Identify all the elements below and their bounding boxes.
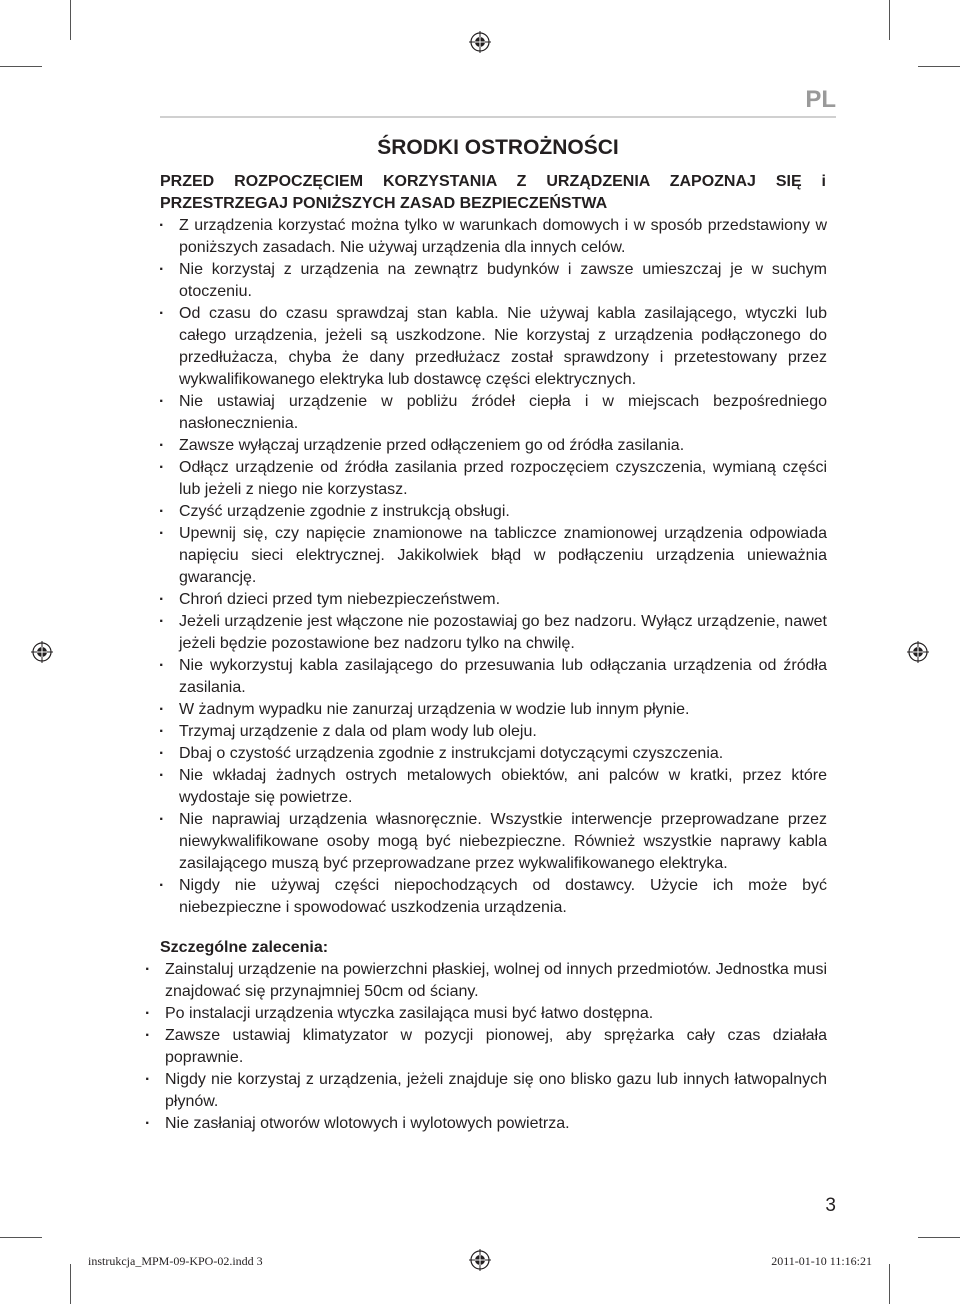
crop-mark-top-left-h bbox=[0, 66, 42, 67]
list-item: · Nigdy nie używaj części niepochodzących od dostawcy. Użycie ich może być niebezpieczne i spowodować uszkodzenia urządzenia. bbox=[179, 875, 827, 919]
list-item: · Chroń dzieci przed tym niebezpieczeństwem. bbox=[179, 589, 827, 611]
list-item: · Nie korzystaj z urządzenia na zewnątrz budynków i zawsze umieszczaj je w suchym otoczeniu. bbox=[179, 259, 827, 303]
registration-mark-icon bbox=[469, 1249, 491, 1271]
list-item: · Jeżeli urządzenie jest włączone nie pozostawiaj go bez nadzoru. Wyłącz urządzenie, nawet jeżeli będzie pozostawione bez nadzoru tylko na chwilę. bbox=[179, 611, 827, 655]
list-item: · Zainstaluj urządzenie na powierzchni płaskiej, wolnej od innych przedmiotów. Jednostka musi znajdować się przynajmniej 50cm od ściany. bbox=[165, 959, 827, 1003]
list-item: · Z urządzenia korzystać można tylko w warunkach domowych i w sposób przedstawiony w poniższych zasadach. Nie używaj urządzenia dla innych celów. bbox=[179, 215, 827, 259]
list-item: · Zawsze ustawiaj klimatyzator w pozycji pionowej, aby sprężarka cały czas działała poprawnie. bbox=[165, 1025, 827, 1069]
registration-mark-icon bbox=[907, 641, 929, 663]
crop-mark-top-left-v bbox=[70, 0, 71, 40]
page-title: ŚRODKI OSTROŻNOŚCI bbox=[377, 136, 619, 159]
list-item: · Odłącz urządzenie od źródła zasilania przed rozpoczęciem czyszczenia, wymianą części lub jeżeli z niego nie korzystasz. bbox=[179, 457, 827, 501]
footer-filename: instrukcja_MPM-09-KPO-02.indd 3 bbox=[88, 1254, 263, 1268]
list-item: · Czyść urządzenie zgodnie z instrukcją obsługi. bbox=[179, 501, 827, 523]
list-item: · Od czasu do czasu sprawdzaj stan kabla. Nie używaj kabla zasilającego, wtyczki lub całego urządzenia, jeżeli są uszkodzone. Nie korzystaj z urządzenia podłączonego do przedłużacza, chyba że dany przedłużacz został sprawdzony i przetestowany przez wykwalifikowanego elektryka lub dostawcę części elektrycznych. bbox=[179, 303, 827, 391]
footer-datetime: 2011-01-10 11:16:21 bbox=[771, 1254, 872, 1268]
list-item: · Dbaj o czystość urządzenia zgodnie z instrukcjami dotyczącymi czyszczenia. bbox=[179, 743, 827, 765]
list-item: · Nie naprawiaj urządzenia własnoręcznie. Wszystkie interwencje przeprowadzane przez niewykwalifikowane osoby mogą być niebezpieczne. Również wszystkie naprawy kabla zasilającego muszą być przeprowadzane przez wykwalifikowanego elektryka. bbox=[179, 809, 827, 875]
crop-mark-bottom-left-v bbox=[70, 1264, 71, 1304]
lead-warning: PRZED ROZPOCZĘCIEM KORZYSTANIA Z URZĄDZENIA ZAPOZNAJ SIĘ i PRZESTRZEGAJ PONIŻSZYCH ZASAD BEZPIECZEŃSTWA bbox=[160, 173, 826, 212]
list-item: · Nie wykorzystuj kabla zasilającego do przesuwania lub odłączania urządzenia od źródła zasilania. bbox=[179, 655, 827, 699]
list-item: · Nigdy nie korzystaj z urządzenia, jeżeli znajduje się ono blisko gazu lub innych łatwopalnych płynów. bbox=[165, 1069, 827, 1113]
crop-mark-bottom-right-h bbox=[918, 1237, 960, 1238]
list-item: · Nie zasłaniaj otworów wlotowych i wylotowych powietrza. bbox=[165, 1113, 827, 1135]
list-item: · W żadnym wypadku nie zanurzaj urządzenia w wodzie lub innym płynie. bbox=[179, 699, 827, 721]
crop-mark-top-right-v bbox=[889, 0, 890, 40]
registration-mark-icon bbox=[469, 31, 491, 53]
header-rule bbox=[160, 116, 836, 118]
special-recommendations-heading: Szczególne zalecenia: bbox=[160, 939, 329, 956]
list-item: · Nie ustawiaj urządzenie w pobliżu źródeł ciepła i w miejscach bezpośredniego nasłonecznienia. bbox=[179, 391, 827, 435]
list-item: · Po instalacji urządzenia wtyczka zasilająca musi być łatwo dostępna. bbox=[165, 1003, 827, 1025]
list-item: · Zawsze wyłączaj urządzenie przed odłączeniem go od źródła zasilania. bbox=[179, 435, 827, 457]
page-number: 3 bbox=[825, 1195, 836, 1216]
registration-mark-icon bbox=[31, 641, 53, 663]
list-item: · Trzymaj urządzenie z dala od plam wody lub oleju. bbox=[179, 721, 827, 743]
crop-mark-bottom-left-h bbox=[0, 1237, 42, 1238]
list-item: · Nie wkładaj żadnych ostrych metalowych obiektów, ani palców w kratki, przez które wydostaje się powietrze. bbox=[179, 765, 827, 809]
crop-mark-bottom-right-v bbox=[889, 1264, 890, 1304]
crop-mark-top-right-h bbox=[918, 66, 960, 67]
list-item: · Upewnij się, czy napięcie znamionowe na tabliczce znamionowej urządzenia odpowiada napięciu sieci elektrycznej. Jakikolwiek błąd w podłączeniu urządzenia unieważnia gwarancję. bbox=[179, 523, 827, 589]
language-tag: PL bbox=[805, 86, 836, 113]
special-recommendations-list bbox=[165, 959, 827, 1135]
precautions-list bbox=[179, 215, 827, 919]
